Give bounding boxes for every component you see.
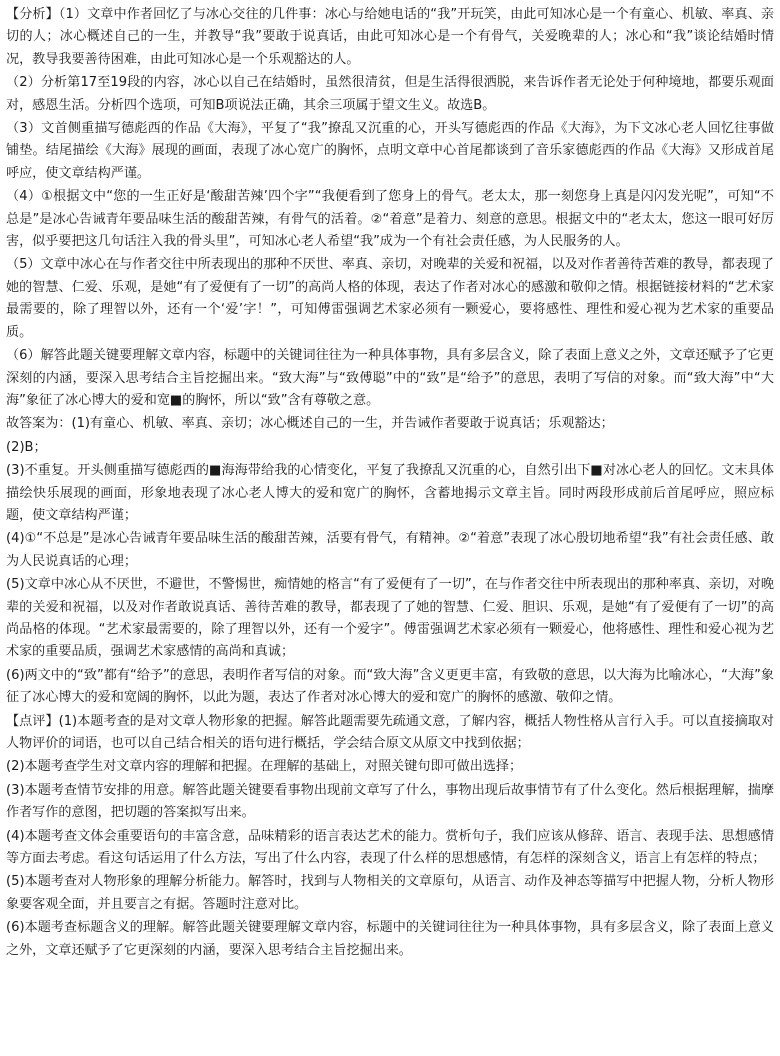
answer-paragraph-2: (2)B；: [6, 439, 47, 455]
answer-paragraph-1: 故答案为：(1)有童心、机敏、率真、亲切；冰心概述自己的一生，并告诫作者要敢于说真话；乐观豁达；: [6, 416, 614, 432]
comment-paragraph-4: (4)本题考查文体会重要语句的丰富含意，品味精彩的语言表达艺术的能力。赏析句子，我们应该从修辞、语言、表现手法、思想感情等方面去考虑。看这句话运用了什么方法，写出了什么内容，表现了什么样的思想感情，有怎样的深刻含义，语言上有怎样的特点；: [6, 828, 774, 867]
analysis-paragraph-5: （5）文章中冰心在与作者交往中所表现出的那种不厌世、率真、亲切，对晚辈的关爱和祝福，以及对作者善待苦难的教导，都表现了她的智慧、仁爱、乐观，是她“有了爱便有了一切”的高尚人格的体现，表达了作者对冰心的感激和敬仰之情。根据链接材料的“艺术家最需要的，除了理智以外，还有一个‘爱’字！”，可知傅雷强调艺术家必须有一颗爱心，要将感性、理性和爱心视为艺术家的重要品质。: [6, 257, 774, 340]
comment-paragraph-3: (3)本题考查情节安排的用意。解答此题关键要看事物出现前文章写了什么，事物出现后故事情节有了什么变化。然后根据理解，揣摩作者写作的意图，把切题的答案拟写出来。: [6, 782, 774, 821]
answer-paragraph-6: (6)两文中的“致”都有“给予”的意思，表明作者写信的对象。而“致大海”含义更更丰富，有致敬的意思，以大海为比喻冰心，“大海”象征了冰心博大的爱和宽阔的胸怀，以此为题，表达了作者对冰心博大的爱和宽广的胸怀的感激、敬仰之情。: [6, 667, 774, 706]
analysis-paragraph-6: （6）解答此题关键要理解文章内容，标题中的关键词往往为一种具体事物，具有多层含义，除了表面上意义之外，文章还赋予了它更深刻的内涵，要深入思考结合主旨挖掘出来。“致大海”与“致傅聪”中的“致”是“给予”的意思，表明了写信的对象。而“致大海”中“大海”象征了冰心博大的爱和宽■的胸怀，所以“致”含有尊敬之意。: [6, 348, 774, 408]
comment-paragraph-5: (5)本题考查对人物形象的理解分析能力。解答时，找到与人物相关的文章原句，从语言、动作及神态等描写中把握人物，分析人物形象要客观全面，并且要言之有据。答题时注意对比。: [6, 874, 774, 912]
answer-paragraph-5: (5)文章中冰心从不厌世，不避世，不警惕世，痴情她的格言“有了爱便有了一切”，在与作者交往中所表现出的那种率真、亲切，对晚辈的关爱和祝福，以及对作者敢说真话、善待苦难的教导，都表现了了她的智慧、仁爱、胆识、乐观，是她“有了爱便有了一切”的高尚品格的体现。“艺术家最需要的，除了理智以外，还有一个爱字”。傅雷强调艺术家必须有一颗爱心，他将感性、理性和爱心视为艺术家的重要品质，强调艺术家感情的高尚和真诚；: [6, 577, 774, 660]
comment-paragraph-6: (6)本题考查标题含义的理解。解答此题关键要理解文章内容，标题中的关键词往往为一种具体事物，具有多层含义，除了表面上意义之外，文章还赋予了它更深刻的内涵，要深入思考结合主旨挖掘出来。: [6, 920, 774, 958]
comment-paragraph-1: 【点评】(1)本题考查的是对文章人物形象的把握。解答此题需要先疏通文意，了解内容，概括人物性格从言行入手。可以直接摘取对人物评价的词语，也可以自己结合相关的语句进行概括，学会结合原文从原文中找到依据；: [6, 713, 774, 751]
analysis-paragraph-3: （3）文首侧重描写德彪西的作品《大海》，平复了“我”撩乱又沉重的心，开头写德彪西的作品《大海》，为下文冰心老人回忆往事做铺垫。结尾描绘《大海》展现的画面，表现了冰心宽广的胸怀，点明文章中心首尾都谈到了音乐家德彪西的作品《大海》又形成首尾呼应，使文章结构严谨。: [6, 121, 774, 181]
analysis-paragraph-1: 【分析】（1）文章中作者回忆了与冰心交往的几件事：冰心与给她电话的“我”开玩笑，由此可知冰心是一个有童心、机敏、率真、亲切的人；冰心概述自己的一生，并教导“我”要敢于说真话，由此可知冰心是一个有骨气，关爱晚辈的人；冰心和“我”谈论结婚时情况，教导我要善待困难，由此可知冰心是一个乐观豁达的人。: [6, 7, 774, 67]
answer-paragraph-3: (3)不重复。开头侧重描写德彪西的■海海带给我的心情变化，平复了我撩乱又沉重的心，自然引出下■对冰心老人的回忆。文末具体描绘快乐展现的画面，形象地表现了冰心老人博大的爱和宽广的胸怀，含蓄地揭示文章主旨。同时两段形成前后首尾呼应，照应标题，使文章结构严谨；: [6, 463, 774, 523]
comment-paragraph-2: (2)本题考查学生对文章内容的理解和把握。在理解的基础上，对照关键句即可做出选择；: [6, 759, 523, 775]
answer-paragraph-4: (4)①“不总是”是冰心告诫青年要品味生活的酸甜苦辣，活要有骨气，有精神。②“着意”表现了冰心殷切地希望“我”有社会责任感、敢为人民说真话的心理；: [6, 531, 774, 569]
analysis-paragraph-2: （2）分析第17至19段的内容，冰心以自己在结婚时，虽然很清贫，但是生活得很洒脱，来告诉作者无论处于何种境地，都要乐观面对，感恩生活。分析四个选项，可知B项说法正确，其余三项属于望文生义。故选B。: [6, 75, 774, 113]
analysis-paragraph-4: （4）①根据文中“您的一生正好是‘酸甜苦辣’四个字”“我便看到了您身上的骨气。老太太，那一刻您身上真是闪闪发光呢”，可知“不总是”是冰心告诫青年要品味生活的酸甜苦辣，有骨气的活着。②“着意”是着力、刻意的意思。根据文中的“老太太，您这一眼可好厉害，似乎要把这几句话注入我的骨头里”，可知冰心老人希望“我”成为一个有社会责任感，为人民服务的人。: [6, 189, 774, 250]
